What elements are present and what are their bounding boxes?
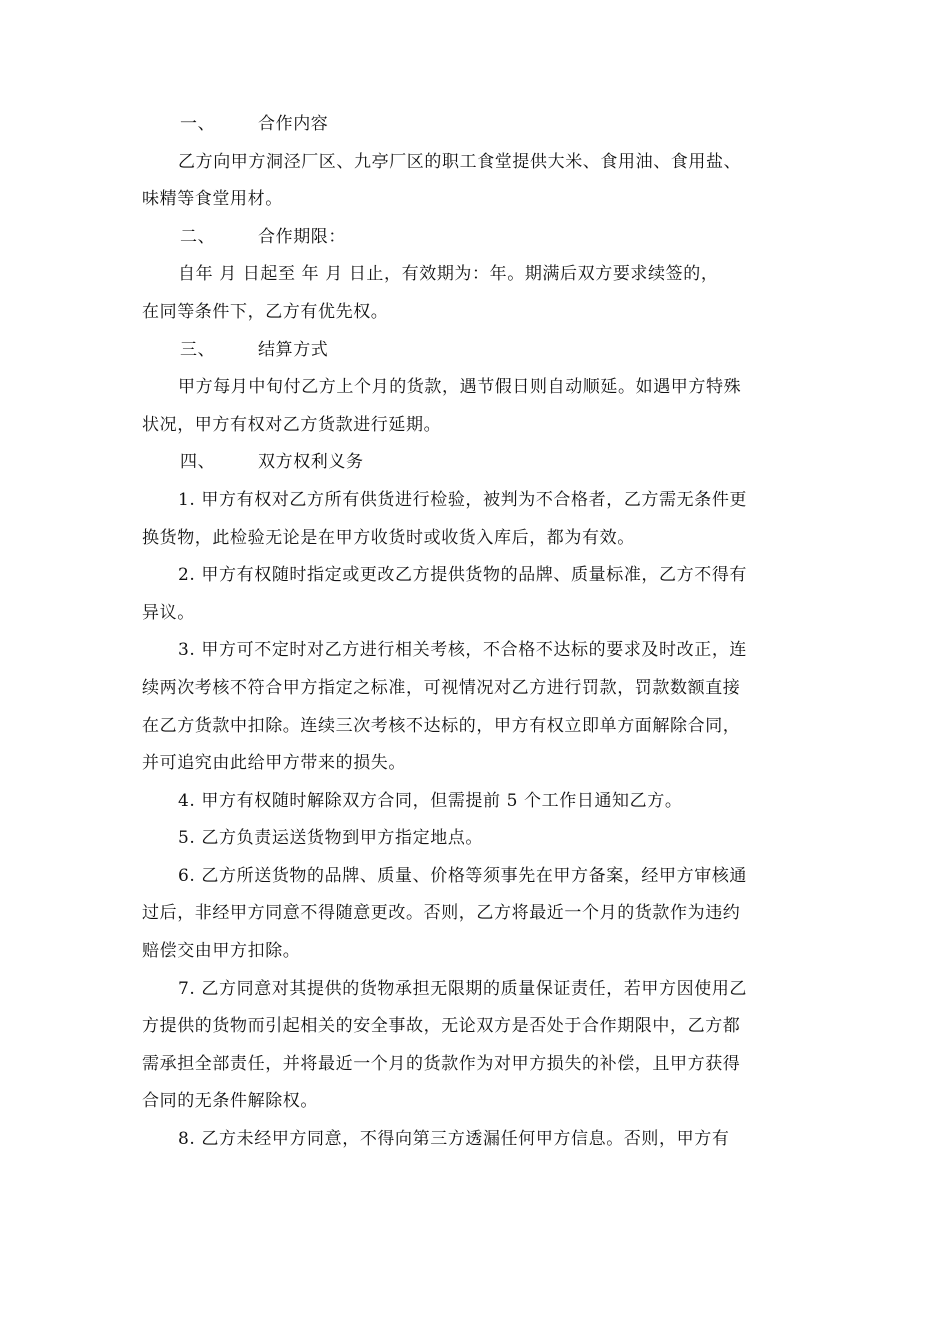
section-number: 二、 xyxy=(180,226,216,247)
item-line: 2. 甲方有权随时指定或更改乙方提供货物的品牌、质量标准，乙方不得有 xyxy=(178,565,748,586)
item-line: 4. 甲方有权随时解除双方合同，但需提前 5 个工作日通知乙方。 xyxy=(178,790,683,811)
section-heading-3 xyxy=(142,332,806,370)
paragraph-line: 甲方每月中旬付乙方上个月的货款，遇节假日则自动顺延。如遇甲方特殊 xyxy=(178,377,742,398)
section-heading-2 xyxy=(142,219,806,257)
item-line: 续两次考核不符合甲方指定之标准，可视情况对乙方进行罚款，罚款数额直接 xyxy=(142,677,741,698)
item-line: 方提供的货物而引起相关的安全事故，无论双方是否处于合作期限中，乙方都 xyxy=(142,1016,741,1037)
item-line: 在乙方货款中扣除。连续三次考核不达标的，甲方有权立即单方面解除合同， xyxy=(142,715,741,736)
paragraph-line: 自年 月 日起至 年 月 日止，有效期为：年。期满后双方要求续签的， xyxy=(178,264,719,285)
paragraph-line: 状况，甲方有权对乙方货款进行延期。 xyxy=(142,414,442,435)
section-heading-4 xyxy=(142,444,806,482)
item-line: 1. 甲方有权对乙方所有供货进行检验，被判为不合格者，乙方需无条件更 xyxy=(178,489,748,510)
paragraph-line: 味精等食堂用材。 xyxy=(142,189,283,210)
item-line: 换货物，此检验无论是在甲方收货时或收货入库后，都为有效。 xyxy=(142,527,635,548)
item-line: 异议。 xyxy=(142,602,195,623)
document-body xyxy=(142,106,806,1159)
section-number: 四、 xyxy=(180,452,216,473)
item-line: 3. 甲方可不定时对乙方进行相关考核，不合格不达标的要求及时改正，连 xyxy=(178,640,748,661)
item-line: 5. 乙方负责运送货物到甲方指定地点。 xyxy=(178,828,484,849)
section-title: 合作内容 xyxy=(258,114,329,134)
section-number: 一、 xyxy=(180,114,216,134)
item-line: 7. 乙方同意对其提供的货物承担无限期的质量保证责任，若甲方因使用乙 xyxy=(178,978,748,999)
item-line: 合同的无条件解除权。 xyxy=(142,1091,318,1112)
section-heading-1 xyxy=(142,106,806,144)
section-title: 结算方式 xyxy=(258,339,329,360)
section-number: 三、 xyxy=(180,339,216,360)
section-title: 双方权利义务 xyxy=(258,452,364,473)
item-line: 8. 乙方未经甲方同意，不得向第三方透漏任何甲方信息。否则，甲方有 xyxy=(178,1129,730,1150)
item-line: 过后，非经甲方同意不得随意更改。否则，乙方将最近一个月的货款作为违约 xyxy=(142,903,741,924)
item-line: 赔偿交由甲方扣除。 xyxy=(142,941,301,962)
section-title: 合作期限： xyxy=(258,226,346,247)
item-line: 需承担全部责任，并将最近一个月的货款作为对甲方损失的补偿，且甲方获得 xyxy=(142,1053,741,1074)
paragraph-line: 在同等条件下，乙方有优先权。 xyxy=(142,301,389,322)
item-line: 6. 乙方所送货物的品牌、质量、价格等须事先在甲方备案，经甲方审核通 xyxy=(178,865,748,886)
paragraph-line: 乙方向甲方洞泾厂区、九亭厂区的职工食堂提供大米、食用油、食用盐、 xyxy=(178,151,742,172)
item-line: 并可追究由此给甲方带来的损失。 xyxy=(142,753,406,774)
